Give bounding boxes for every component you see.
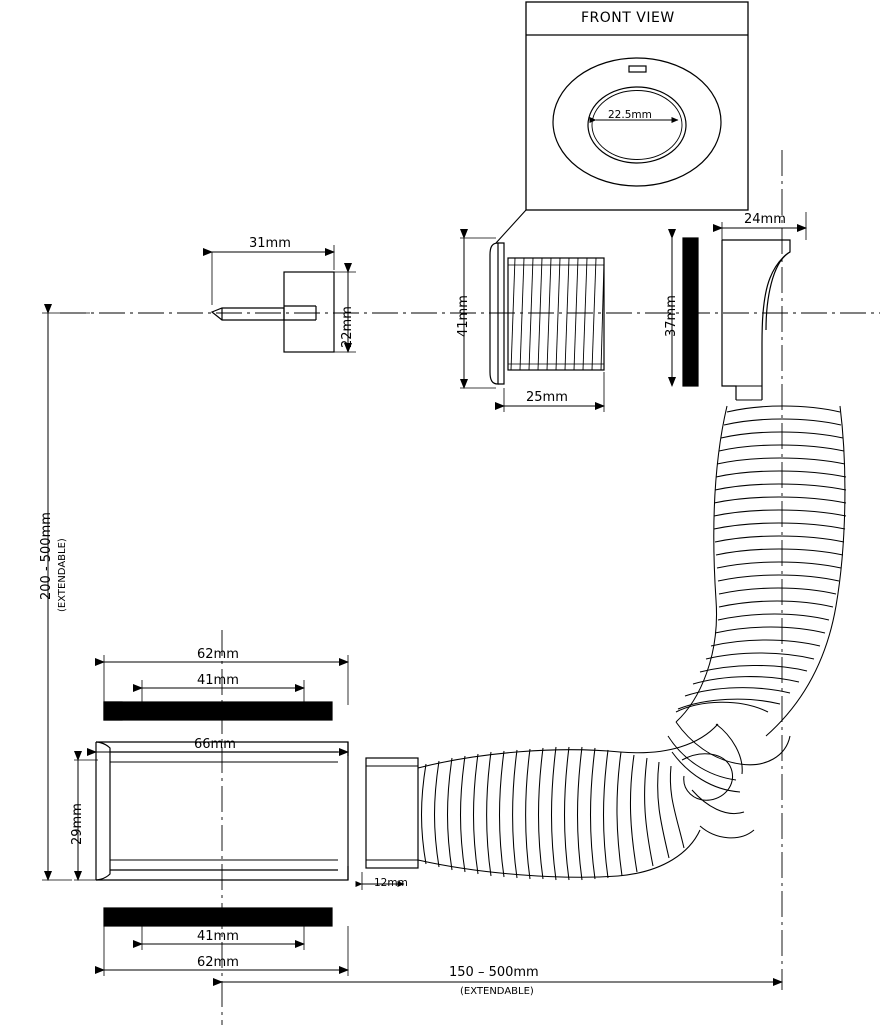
dim-label-plug-width: 31mm xyxy=(249,236,291,251)
flexible-hose-vertical xyxy=(668,400,846,792)
front-view-title: FRONT VIEW xyxy=(581,10,675,26)
outlet-elbow-part xyxy=(683,238,790,400)
plug-part xyxy=(212,272,334,352)
centerlines xyxy=(57,150,880,1025)
dim-label-horizontal-extendable: 150 – 500mm xyxy=(449,965,539,980)
dim-label-vertical-extendable: 200 - 500mm xyxy=(39,512,54,600)
dim-label-pipe-diameter: 12mm xyxy=(374,877,408,889)
dim-label-flange-outer-bottom: 62mm xyxy=(197,955,239,970)
dim-label-body-height: 29mm xyxy=(70,803,85,845)
dim-label-flange-outer-top: 62mm xyxy=(197,647,239,662)
dim-label-flange-inner-top: 41mm xyxy=(197,673,239,688)
waste-body-part xyxy=(96,702,418,926)
front-view-detail xyxy=(496,2,748,243)
dim-note-vertical-extendable: (EXTENDABLE) xyxy=(57,538,68,612)
dim-label-front-view-bore: 22.5mm xyxy=(608,109,652,121)
dim-label-outlet-gasket-height: 37mm xyxy=(664,295,679,337)
dim-label-flange-inner-bottom: 41mm xyxy=(197,929,239,944)
dim-note-horizontal-extendable: (EXTENDABLE) xyxy=(460,986,534,997)
dim-label-thread-length: 25mm xyxy=(526,390,568,405)
threaded-body-part xyxy=(490,243,604,384)
dim-label-thread-flange-height: 41mm xyxy=(456,295,471,337)
dim-label-body-width: 66mm xyxy=(194,737,236,752)
dim-label-plug-height: 22mm xyxy=(340,306,355,348)
flexible-hose-horizontal xyxy=(418,724,754,880)
dim-label-outlet-width: 24mm xyxy=(744,212,786,227)
dim-plug-width xyxy=(212,245,334,305)
